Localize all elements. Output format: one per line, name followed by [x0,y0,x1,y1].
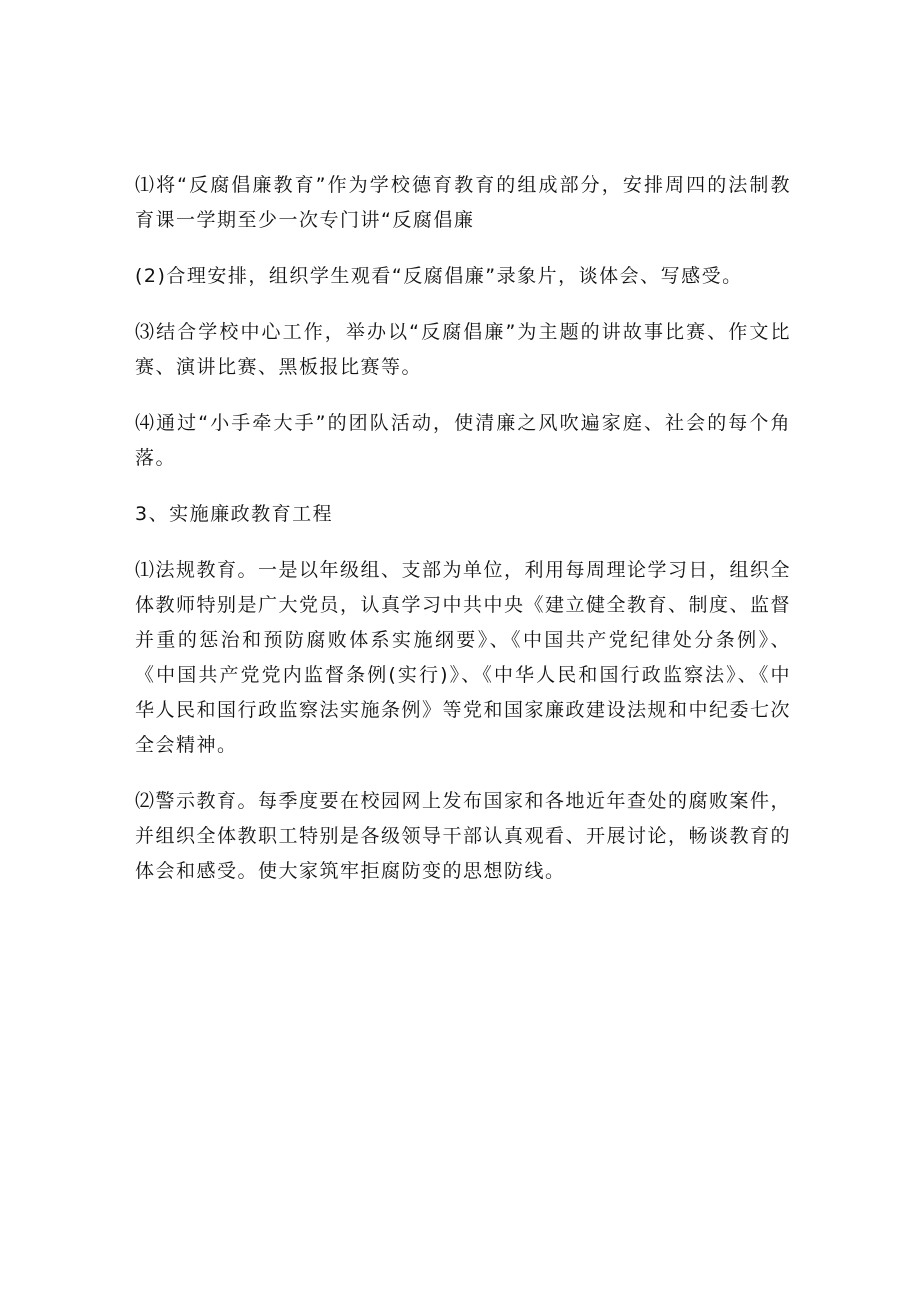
paragraph-3: ⑶结合学校中心工作，举办以“反腐倡廉”为主题的讲故事比赛、作文比赛、演讲比赛、黑板报比赛等。 [135,321,791,378]
paragraph-1: ⑴将“反腐倡廉教育”作为学校德育教育的组成部分，安排周四的法制教育课一学期至少一次专门讲“反腐倡廉 [135,174,791,231]
section-heading-3: 3、实施廉政教育工程 [135,503,334,525]
paragraph-2: (2)合理安排，组织学生观看“反腐倡廉”录象片，谈体会、写感受。 [135,265,743,287]
paragraph-4: ⑷通过“小手牵大手”的团队活动，使清廉之风吹遍家庭、社会的每个角落。 [135,412,791,469]
paragraph-5: ⑴法规教育。一是以年级组、支部为单位，利用每周理论学习日，组织全体教师特别是广大党员，认真学习中共中央《建立健全教育、制度、监督并重的惩治和预防腐败体系实施纲要》、《中国共产党纪律处分条例》、《中国共产党党内监督条例(实行)》、《中华人民和国行政监察法》、《中华人民和国行政监察法实施条例》等党和国家廉政建设法规和中纪委七次全会精神。 [135,559,792,756]
document-body [135,168,791,910]
paragraph-6: ⑵警示教育。每季度要在校园网上发布国家和各地近年查处的腐败案件，并组织全体教职工特别是各级领导干部认真观看、开展讨论，畅谈教育的体会和感受。使大家筑牢拒腐防变的思想防线。 [135,790,792,882]
